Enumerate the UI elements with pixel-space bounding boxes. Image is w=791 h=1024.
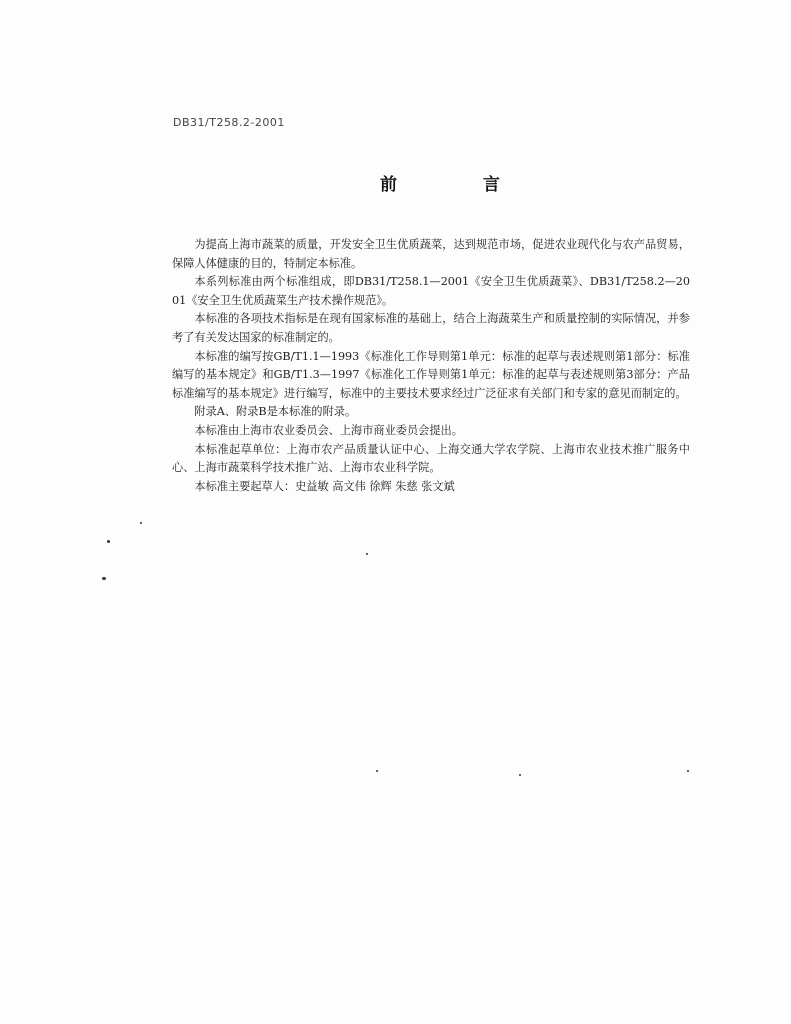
paragraph-series: 本系列标准由两个标准组成，即DB31/T258.1—2001《安全卫生优质蔬菜》、DB31/T258.2—2001《安全卫生优质蔬菜生产技术操作规范》。 (172, 275, 690, 307)
paragraph-proposer: 本标准由上海市农业委员会、上海市商业委员会提出。 (194, 423, 463, 437)
paragraph-drafting-units: 本标准起草单位：上海市农产品质量认证中心、上海交通大学农学院、上海市农业技术推广服务中心、上海市蔬菜科学技术推广站、上海市农业科学院。 (172, 442, 690, 475)
scan-speck (102, 577, 106, 580)
scan-speck (140, 522, 142, 524)
paragraph-drafting-rules: 本标准的编写按GB/T1.1—1993《标准化工作导则第1单元：标准的起草与表述规则第1部分：标准编写的基本规定》和GB/T1.3—1997《标准化工作导则第1单元：标准的起草与表述规则第3部分：产品标准编写的基本规定》进行编写，标准中的主要技术要求经过广泛征求有关部门和专家的意见而制定的。 (172, 349, 690, 400)
scan-speck (519, 774, 521, 776)
document-code: DB31/T258.2-2001 (173, 116, 285, 129)
scan-speck (376, 770, 378, 772)
paragraph-purpose: 为提高上海市蔬菜的质量，开发安全卫生优质蔬菜，达到规范市场，促进农业现代化与农产品贸易，保障人体健康的目的，特制定本标准。 (172, 238, 690, 270)
paragraph-annex: 附录A、附录B是本标准的附录。 (194, 405, 357, 419)
preface-body (172, 236, 690, 496)
scan-speck (107, 540, 110, 543)
paragraph-drafters: 本标准主要起草人：史益敏 高文伟 徐辉 朱慈 张文斌 (194, 479, 455, 493)
page-title: 前 言 (380, 175, 540, 195)
scan-speck (687, 770, 689, 772)
paragraph-basis: 本标准的各项技术指标是在现有国家标准的基础上，结合上海蔬菜生产和质量控制的实际情况，并参考了有关发达国家的标准制定的。 (172, 312, 690, 344)
scan-speck (366, 553, 368, 555)
